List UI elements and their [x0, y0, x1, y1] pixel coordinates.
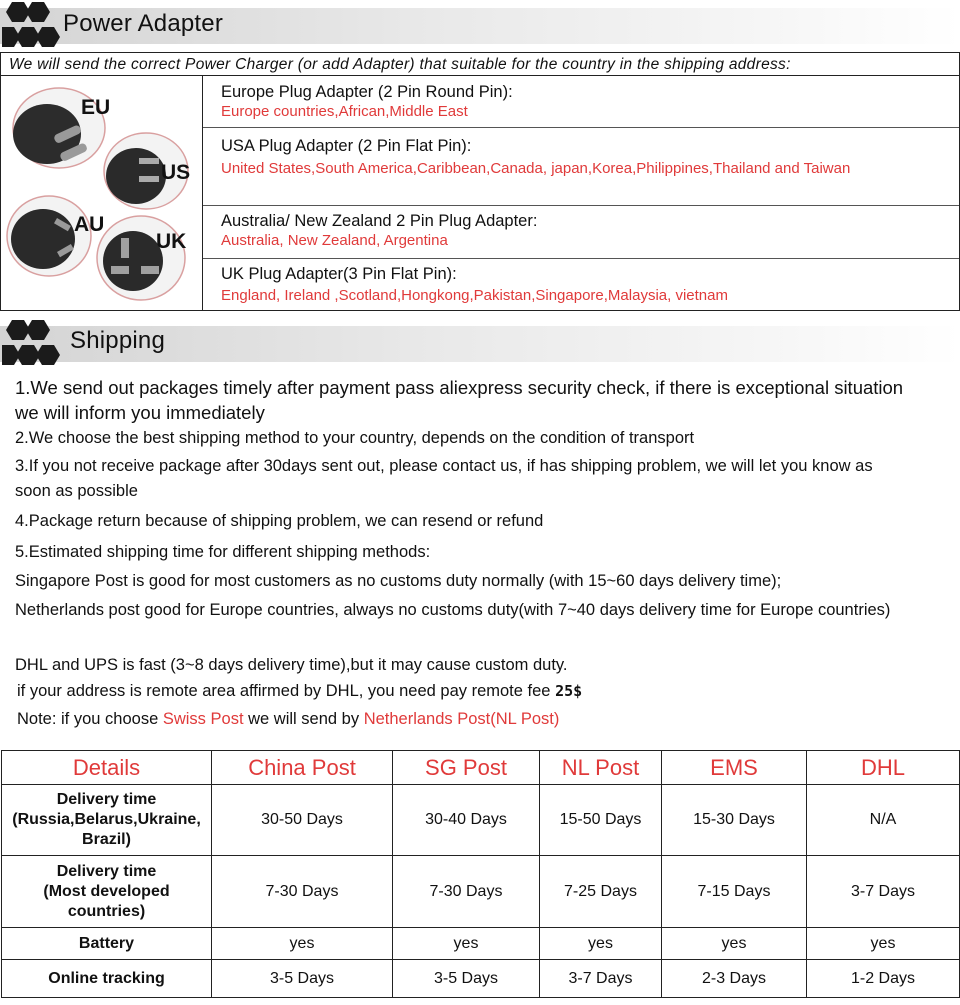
table-cell: N/A — [807, 785, 960, 856]
row-label: Online tracking — [2, 960, 212, 998]
table-cell: 30-40 Days — [393, 785, 540, 856]
netherlands-post-note: Netherlands post good for Europe countries, always no customs duty(with 7~40 days delivery time for Europe countries) — [15, 601, 891, 619]
row-label-line: Delivery time — [56, 862, 157, 880]
plug-countries: United States,South America,Caribbean,Canada, japan,Korea,Philippines,Thailand and Taiwan — [221, 160, 851, 177]
plug-title: USA Plug Adapter (2 Pin Flat Pin): — [221, 137, 472, 155]
dhl-ups-note: DHL and UPS is fast (3~8 days delivery time),but it may cause custom duty. — [15, 656, 568, 674]
row-label-line: Brazil) — [82, 831, 131, 848]
row-label — [2, 856, 212, 928]
adapter-intro-text: We will send the correct Power Charger (or add Adapter) that suitable for the country in the shipping address: — [0, 52, 960, 76]
table-cell: yes — [540, 928, 662, 960]
plug-list — [203, 76, 959, 310]
power-adapter-header — [0, 0, 960, 46]
adapter-table — [0, 75, 960, 311]
table-cell: yes — [662, 928, 807, 960]
table-cell: 7-30 Days — [212, 856, 393, 928]
table-row — [2, 928, 960, 960]
table-row — [2, 785, 960, 856]
table-cell: 3-5 Days — [212, 960, 393, 998]
table-cell: yes — [807, 928, 960, 960]
row-label — [2, 785, 212, 856]
table-cell: yes — [212, 928, 393, 960]
hexagon-cluster-icon — [2, 0, 62, 50]
table-header-nl-post: NL Post — [540, 751, 662, 785]
au-label: AU — [74, 213, 105, 236]
table-row — [2, 960, 960, 998]
row-label-line: countries) — [67, 902, 146, 920]
singapore-post-note: Singapore Post is good for most customers as no customs duty normally (with 15~60 days delivery time); — [15, 572, 782, 590]
note-middle: we will send by — [248, 710, 360, 728]
plug-title: Australia/ New Zealand 2 Pin Plug Adapter: — [221, 212, 538, 230]
remote-fee-amount: 25$ — [555, 682, 583, 700]
eu-label: EU — [81, 96, 111, 119]
table-cell: 7-25 Days — [540, 856, 662, 928]
shipping-point-4: 4.Package return because of shipping problem, we can resend or refund — [15, 512, 544, 530]
table-cell: 3-7 Days — [807, 856, 960, 928]
uk-label: UK — [156, 230, 187, 253]
table-cell: 7-15 Days — [662, 856, 807, 928]
plug-adapters-image — [1, 76, 203, 310]
plug-countries: England, Ireland ,Scotland,Hongkong,Pakistan,Singapore,Malaysia, vietnam — [221, 287, 728, 304]
table-header-ems: EMS — [662, 751, 807, 785]
plug-row-au — [203, 205, 959, 258]
table-cell: 2-3 Days — [662, 960, 807, 998]
plug-row-us — [203, 127, 959, 205]
shipping-methods-table — [1, 750, 960, 998]
us-label: US — [161, 161, 191, 184]
shipping-point-1: 1.We send out packages timely after payment pass aliexpress security check, if there is exceptional situation we will inform you immediately — [15, 377, 904, 423]
table-cell: 3-5 Days — [393, 960, 540, 998]
table-cell: 7-30 Days — [393, 856, 540, 928]
table-cell: 3-7 Days — [540, 960, 662, 998]
nl-post-text: Netherlands Post(NL Post) — [363, 710, 560, 728]
row-label: Battery — [2, 928, 212, 960]
table-header-china-post: China Post — [212, 751, 393, 785]
plug-row-eu — [203, 82, 959, 127]
shipping-point-2: 2.We choose the best shipping method to your country, depends on the condition of transport — [15, 429, 695, 447]
row-label-line: Delivery time — [56, 791, 157, 808]
hexagon-cluster-icon — [2, 318, 62, 368]
plug-countries: Europe countries,African,Middle East — [221, 103, 468, 120]
table-cell: 15-30 Days — [662, 785, 807, 856]
shipping-point-3: 3.If you not receive package after 30days sent out, please contact us, if has shipping problem, we will let you know as soon as possible — [15, 457, 873, 500]
swiss-post-note — [17, 707, 947, 732]
table-cell: yes — [393, 928, 540, 960]
plug-title: Europe Plug Adapter (2 Pin Round Pin): — [221, 83, 513, 101]
table-cell: 1-2 Days — [807, 960, 960, 998]
remote-fee-note — [17, 679, 947, 704]
plug-title: UK Plug Adapter(3 Pin Flat Pin): — [221, 265, 457, 283]
shipping-header — [0, 318, 960, 364]
shipping-point-5: 5.Estimated shipping time for different shipping methods: — [15, 543, 431, 561]
remote-fee-text: if your address is remote area affirmed by DHL, you need pay remote fee — [17, 682, 551, 700]
row-label-line: (Russia,Belarus,Ukraine, — [12, 811, 201, 828]
table-cell: 30-50 Days — [212, 785, 393, 856]
table-header-dhl: DHL — [807, 751, 960, 785]
note-prefix: Note: if you choose — [17, 710, 159, 728]
swiss-post-text: Swiss Post — [162, 710, 244, 728]
table-header-details: Details — [2, 751, 212, 785]
table-header-row — [2, 751, 960, 785]
table-row — [2, 856, 960, 928]
shipping-title: Shipping — [70, 327, 166, 354]
power-adapter-title: Power Adapter — [63, 10, 224, 37]
plug-countries: Australia, New Zealand, Argentina — [221, 232, 448, 249]
table-cell: 15-50 Days — [540, 785, 662, 856]
table-header-sg-post: SG Post — [393, 751, 540, 785]
plug-row-uk — [203, 258, 959, 310]
row-label-line: (Most developed — [43, 882, 170, 900]
